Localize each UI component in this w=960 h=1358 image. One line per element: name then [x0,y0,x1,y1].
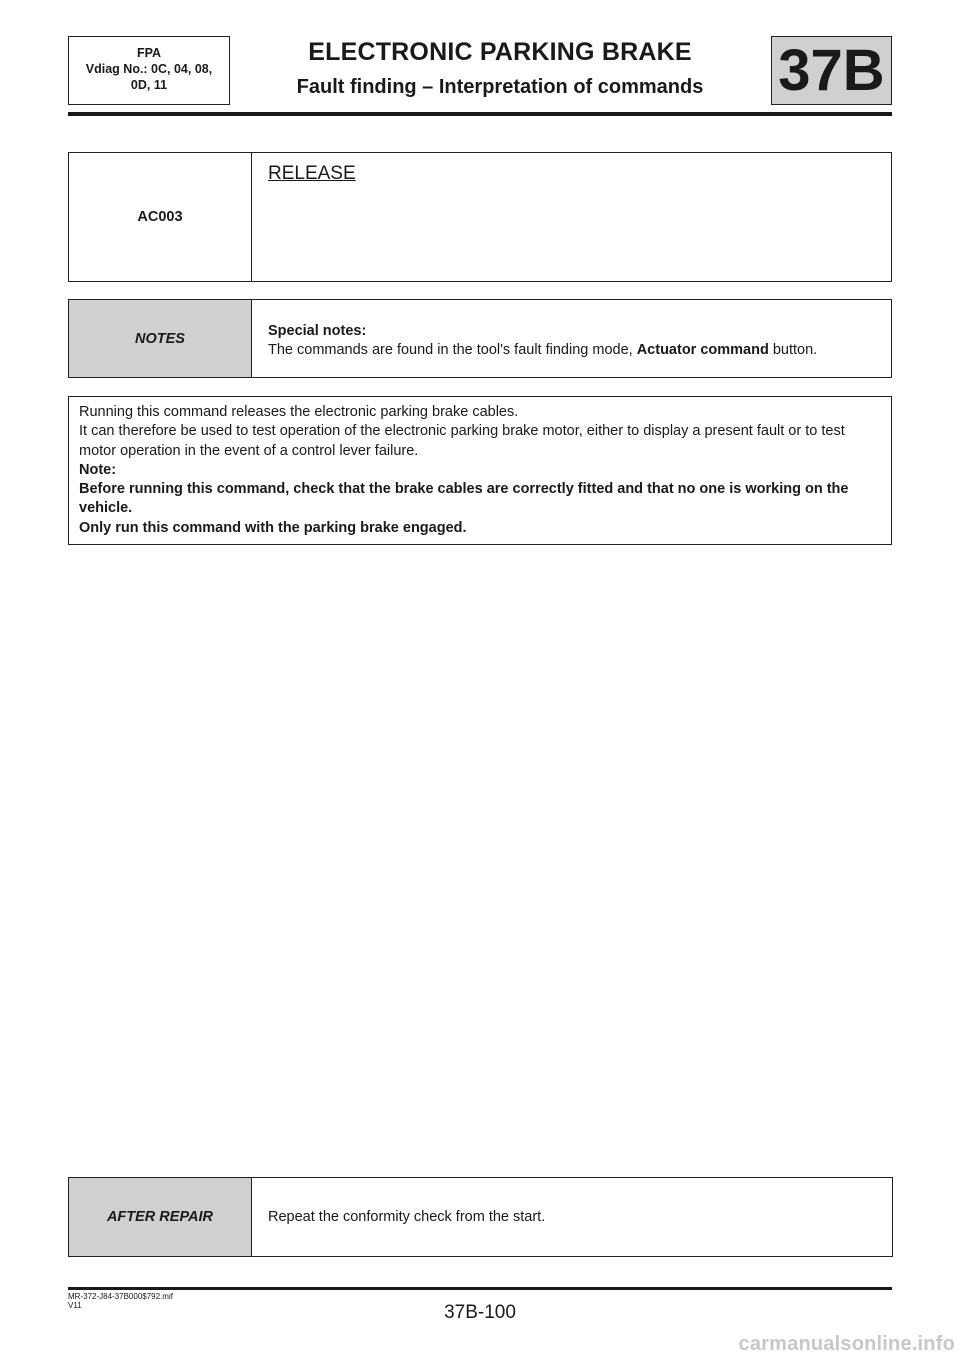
notes-text-bold: Actuator command [636,342,769,358]
notes-text [268,322,817,360]
notes-text-after: button. [768,342,818,358]
command-name: RELEASE [268,163,356,184]
notes-text-before: The commands are found in the tool's fault finding mode, [268,342,637,358]
note-line-1: Before running this command, check that the brake cables are correctly fitted and that no one is working on the vehicle. [79,481,849,517]
page-title: ELECTRONIC PARKING BRAKE [308,38,692,66]
footer-divider [68,1287,892,1290]
description-line-1: Running this command releases the electronic parking brake cables. [79,404,519,420]
notes-heading: Special notes: [268,323,367,339]
note-label: Note: [79,461,117,478]
vehicle-code: FPA [136,46,162,60]
vdiag-line-1: Vdiag No.: 0C, 04, 08, [85,62,213,76]
command-name-cell [252,153,891,281]
notes-label: NOTES [69,300,252,377]
description-box [68,396,892,545]
after-repair-content [252,1178,892,1256]
watermark: carmanualsonline.info [738,1333,955,1355]
after-repair-text: Repeat the conformity check from the start. [268,1209,546,1225]
note-line-2: Only run this command with the parking brake engaged. [79,519,467,536]
vehicle-vdiag-box [68,36,230,105]
page-number: 37B-100 [444,1302,516,1323]
notes-table [68,299,892,378]
description-line-2: It can therefore be used to test operation of the electronic parking brake motor, either to display a present fault or to test motor operation in the event of a control lever failure. [79,423,845,459]
after-repair-table [68,1177,893,1257]
after-repair-label: AFTER REPAIR [69,1178,252,1256]
section-badge: 37B [771,36,892,105]
notes-content [252,300,891,377]
description-text [79,403,883,538]
doc-ref-file: MR-372-J84-37B000$792.mif [68,1292,173,1301]
header-divider [68,112,892,116]
command-table [68,152,892,282]
document-reference [68,1292,173,1310]
vdiag-line-2: 0D, 11 [130,78,168,92]
doc-version: V11 [68,1301,82,1310]
command-code: AC003 [69,153,252,281]
page-subtitle: Fault finding – Interpretation of commands [296,76,704,98]
